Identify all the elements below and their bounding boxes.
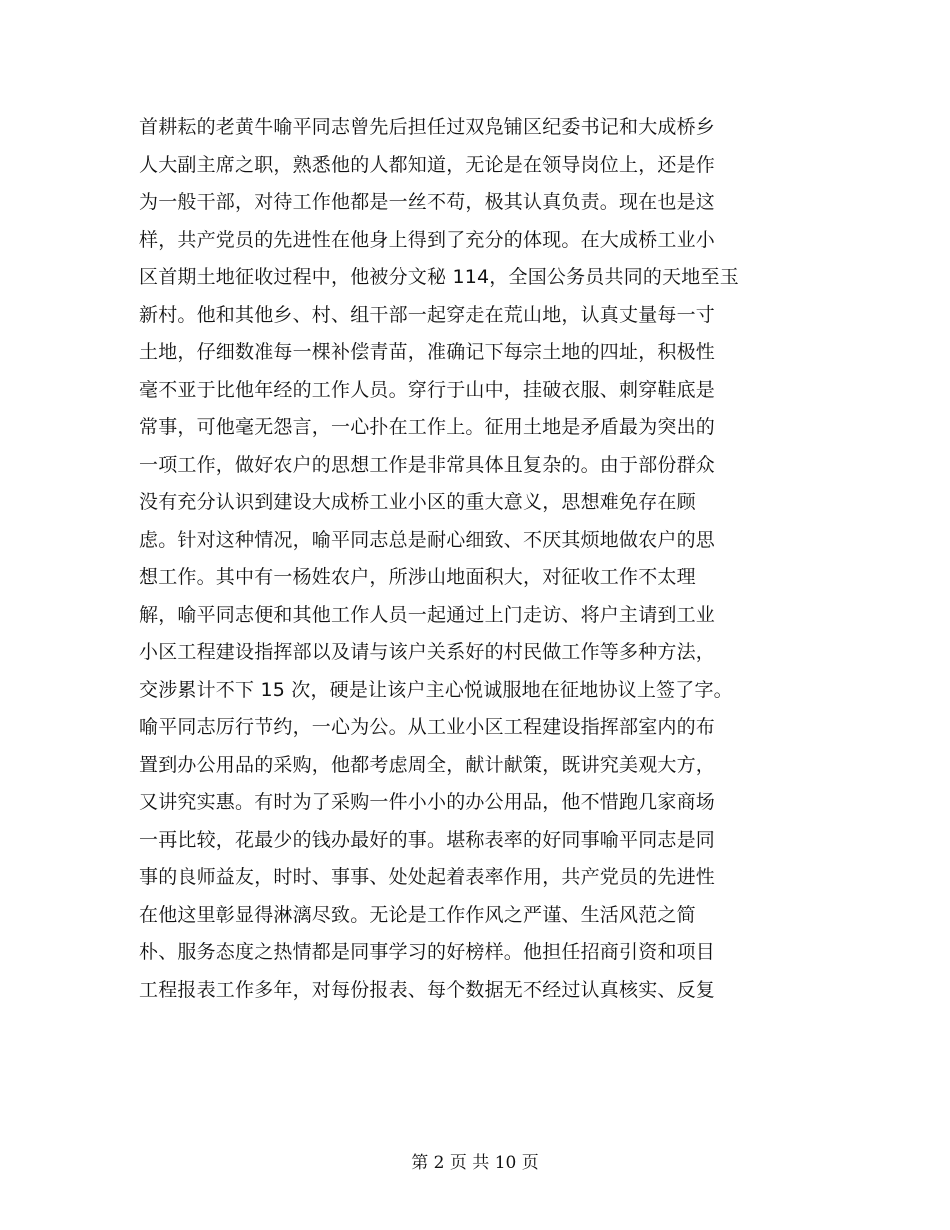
text-line: 想工作。其中有一杨姓农户，所涉山地面积大，对征收工作不太理: [139, 566, 696, 588]
text-line: 交涉累计不下 15 次，硬是让该户主心悦诚服地在征地协议上签了字。: [139, 678, 733, 701]
text-line: 事的良师益友，时时、事事、处处起着表率作用，共产党员的先进性: [139, 866, 716, 888]
text-line: 朴、服务态度之热情都是同事学习的好榜样。他担任招商引资和项目: [139, 941, 716, 963]
text-line: 没有充分认识到建设大成桥工业小区的重大意义，思想难免存在顾: [139, 491, 696, 513]
text-line: 人大副主席之职，熟悉他的人都知道，无论是在领导岗位上，还是作: [139, 153, 716, 176]
text-line: 工程报表工作多年，对每份报表、每个数据无不经过认真核实、反复: [139, 978, 716, 1001]
text-line: 置到办公用品的采购，他都考虑周全，献计献策，既讲究美观大方，: [139, 753, 716, 776]
text-line: 土地，仔细数准每一棵补偿青苗，准确记下每宗土地的四址，积极性: [139, 341, 716, 363]
text-line: 常事，可他毫无怨言，一心扑在工作上。征用土地是矛盾最为突出的: [139, 416, 716, 438]
text-line: 一项工作，做好农户的思想工作是非常具体且复杂的。由于部份群众: [139, 453, 716, 476]
text-line: 在他这里彰显得淋漓尽致。无论是工作作风之严谨、生活风范之简: [139, 903, 696, 926]
text-line: 虑。针对这种情况，喻平同志总是耐心细致、不厌其烦地做农户的思: [139, 528, 716, 551]
text-line: 区首期土地征收过程中，他被分文秘 114，全国公务员共同的天地至玉: [139, 266, 739, 288]
text-line: 毫不亚于比他年经的工作人员。穿行于山中，挂破衣服、刺穿鞋底是: [139, 378, 716, 401]
text-line: 为一般干部，对待工作他都是一丝不苟，极其认真负责。现在也是这: [139, 191, 716, 213]
text-line: 一再比较，花最少的钱办最好的事。堪称表率的好同事喻平同志是同: [139, 828, 716, 851]
text-line: 样，共产党员的先进性在他身上得到了充分的体现。在大成桥工业小: [139, 228, 716, 251]
text-line: 解，喻平同志便和其他工作人员一起通过上门走访、将户主请到工业: [139, 603, 716, 626]
text-line: 又讲究实惠。有时为了采购一件小小的办公用品，他不惜跑几家商场: [139, 791, 716, 813]
text-line: 喻平同志厉行节约，一心为公。从工业小区工程建设指挥部室内的布: [139, 716, 716, 738]
text-line: 新村。他和其他乡、村、组干部一起穿走在荒山地，认真丈量每一寸: [139, 303, 716, 326]
body-text: [139, 109, 819, 1009]
text-line: 首耕耘的老黄牛喻平同志曾先后担任过双凫铺区纪委书记和大成桥乡: [139, 116, 716, 138]
page-number-footer: 第 2 页 共 10 页: [411, 1153, 539, 1173]
text-line: 小区工程建设指挥部以及请与该户关系好的村民做工作等多种方法，: [139, 641, 716, 663]
